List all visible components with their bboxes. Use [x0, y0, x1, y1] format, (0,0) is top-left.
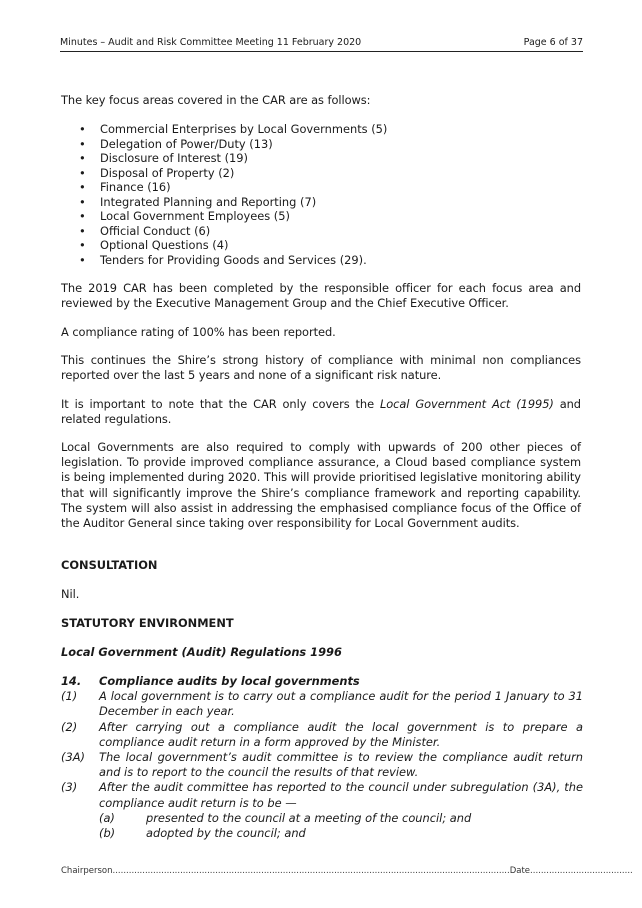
act-name: Local Government Act (1995) — [379, 397, 554, 411]
list-item — [79, 209, 579, 224]
clause-text: A local government is to carry out a compliance audit for the period 1 January to 31 December in each year. — [99, 689, 583, 719]
list-item-text: Tenders for Providing Goods and Services (29). — [100, 252, 367, 267]
clause — [61, 689, 583, 719]
subclause-letter: (a) — [99, 810, 115, 825]
note-text: It is important to note that the CAR only covers the — [61, 397, 380, 411]
list-item — [79, 137, 579, 152]
list-item-text: Delegation of Power/Duty (13) — [100, 136, 273, 151]
page-header — [60, 37, 583, 52]
completed-paragraph: The 2019 CAR has been completed by the responsible officer for each focus area and reviewed by the Executive Management Group and the Chief Executive Officer. — [61, 281, 581, 311]
list-item-text: Official Conduct (6) — [100, 223, 211, 238]
list-item — [79, 224, 579, 239]
bullet-icon: • — [79, 223, 86, 238]
regulation-section — [61, 674, 583, 841]
list-item — [79, 166, 579, 181]
list-item-text: Local Government Employees (5) — [100, 209, 290, 223]
statutory-heading: STATUTORY ENVIRONMENT — [61, 616, 234, 630]
date-line: ...................................... — [530, 866, 633, 876]
clause-number: (3) — [61, 780, 78, 795]
regulation-title: Local Government (Audit) Regulations 1996 — [61, 645, 342, 659]
subclause-text: adopted by the council; and — [146, 826, 306, 841]
clause-text: After carrying out a compliance audit the local government is to prepare a compliance audit return in a form approved by the Minister. — [99, 719, 583, 749]
intro-paragraph: The key focus areas covered in the CAR are as follows: — [61, 93, 371, 107]
bullet-icon: • — [79, 151, 86, 165]
subclause-text: presented to the council at a meeting of the council; and — [146, 810, 472, 825]
subclause-letter: (b) — [99, 826, 116, 841]
section-number: 14. — [61, 674, 82, 688]
legislation-paragraph: Local Governments are also required to comply with upwards of 200 other pieces of legislation. To provide improved compliance assurance, a Cloud based compliance system is being implemented during 2020. This will provide prioritised legislative monitoring ability that will significantly improve the Shire’s compliance framework and reporting capability. The system will also assist in addressing the emphasised compliance focus of the Office of the Auditor General since taking over responsibility for Local Government audits. — [61, 440, 581, 531]
bullet-icon: • — [79, 252, 86, 267]
list-item-text: Optional Questions (4) — [100, 238, 229, 252]
bullet-icon: • — [79, 122, 86, 136]
history-paragraph: This continues the Shire’s strong history of compliance with minimal non compliances reported over the last 5 years and none of a significant risk nature. — [61, 353, 581, 383]
subclause — [99, 811, 583, 826]
list-item-text: Integrated Planning and Reporting (7) — [100, 194, 317, 209]
bullet-icon: • — [79, 136, 86, 151]
chairperson-label: Chairperson — [61, 866, 113, 876]
list-item — [79, 122, 579, 137]
note-paragraph — [61, 397, 581, 427]
header-title: Minutes – Audit and Risk Committee Meeting 11 February 2020 — [60, 37, 362, 48]
note-text-end: and related regulations. — [61, 397, 581, 427]
consultation-heading: CONSULTATION — [61, 558, 158, 572]
bullet-icon: • — [79, 238, 86, 252]
bullet-icon: • — [79, 180, 86, 194]
list-item-text: Disclosure of Interest (19) — [100, 151, 248, 165]
list-item-text: Commercial Enterprises by Local Governments (5) — [100, 122, 388, 136]
bullet-icon: • — [79, 165, 86, 180]
clause — [61, 780, 583, 810]
list-item — [79, 195, 579, 210]
section-title: Compliance audits by local governments — [99, 674, 360, 688]
chairperson-signature-line: ................................................................................................................................................... — [112, 866, 510, 876]
clause — [61, 720, 583, 750]
page-number: Page 6 of 37 — [523, 37, 583, 48]
list-item — [79, 253, 579, 268]
date-label: Date — [509, 866, 531, 876]
bullet-icon: • — [79, 209, 86, 223]
list-item-text: Disposal of Property (2) — [100, 165, 235, 180]
clause-number: (1) — [61, 689, 78, 704]
focus-areas-list — [79, 122, 579, 267]
signature-footer — [61, 866, 633, 876]
section-heading — [61, 674, 583, 689]
clause-number: (3A) — [61, 750, 85, 765]
clause — [61, 750, 583, 780]
clause-number: (2) — [61, 719, 78, 734]
clause-text: The local government’s audit committee is to review the compliance audit return and is to report to the council the results of that review. — [99, 750, 583, 780]
subclause — [99, 826, 583, 841]
list-item — [79, 238, 579, 253]
clause-text: After the audit committee has reported to the council under subregulation (3A), the compliance audit return is to be — — [99, 780, 583, 810]
rating-paragraph: A compliance rating of 100% has been reported. — [61, 325, 336, 339]
list-item-text: Finance (16) — [100, 180, 171, 194]
consultation-text: Nil. — [61, 587, 80, 601]
bullet-icon: • — [79, 194, 86, 209]
list-item — [79, 151, 579, 166]
list-item — [79, 180, 579, 195]
